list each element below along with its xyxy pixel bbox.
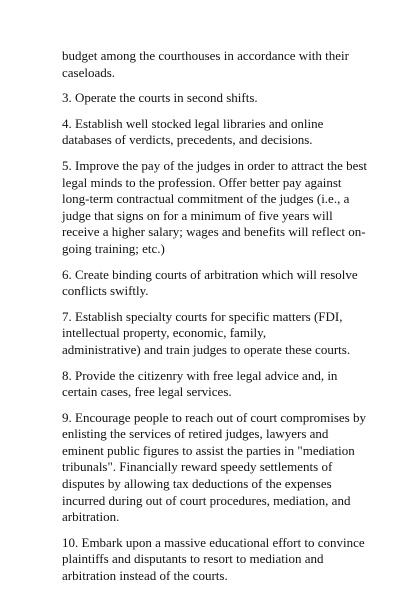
paragraph-item-7: 7. Establish specialty courts for specific matters (FDI, intellectual property, economic, family, administrative) and train judges to operate these courts. — [62, 308, 351, 357]
paragraph-budget-continuation: budget among the courthouses in accordance with their caseloads. — [62, 48, 349, 80]
paragraph-item-8: 8. Provide the citizenry with free legal advice and, in certain cases, free legal services. — [62, 367, 338, 400]
paragraph-item-3: 3. Operate the courts in second shifts. — [62, 90, 258, 106]
paragraph-item-10: 10. Embark upon a massive educational effort to convince plaintiffs and disputants to resort to mediation and arbitration instead of the courts. — [62, 534, 365, 584]
paragraph-item-4: 4. Establish well stocked legal libraries and online databases of verdicts, precedents, and decisions. — [62, 115, 324, 148]
paragraph-item-5: 5. Improve the pay of the judges in order to attract the best legal minds to the profession. Offer better pay against long-term contractual commitment of the judges (i.e., a judge that signs on for a minimum of five years will receive a higher salary; wages and benefits will reflect on- going training; etc.) — [62, 157, 368, 256]
paragraph-item-6: 6. Create binding courts of arbitration which will resolve conflicts swiftly. — [62, 266, 358, 299]
paragraph-item-9: 9. Encourage people to reach out of court compromises by enlisting the services of retired judges, lawyers and eminent public figures to assist the parties in "mediation tribunals". Financially reward speedy settlements of disputes by allowing tax deductions of the expenses incurred during out of court procedures, mediation, and arbitration. — [62, 409, 366, 525]
